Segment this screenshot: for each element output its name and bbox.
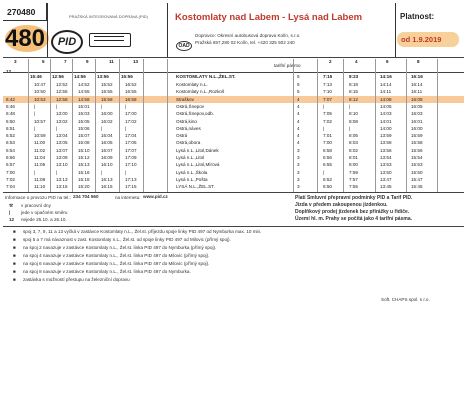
validity-label: Platnost: [400,12,435,21]
column-label: 12 [6,69,12,74]
departure-time: 17:10 [125,162,137,168]
departure-time: 7:02 [6,176,15,182]
departure-time: | [101,169,103,175]
arrival-time: 16:01 [411,118,423,124]
column-number: 6 [386,59,389,64]
legend-symbol: ⚒ [9,202,14,208]
departure-time: 15:06 [78,125,90,131]
arrival-time: | [323,169,325,175]
stop-name: Lysá n.L.,Škola [176,169,208,175]
zone-number: 3 [297,155,300,160]
operator-line-1: Dopravce: Okresní autobusová doprava Kolín, s.r.o. [195,33,301,38]
stop-name: Straškov [176,96,194,102]
arrival-time: 13:56 [380,147,392,153]
departure-time: 16:52 [125,82,137,87]
column-number: 9 [86,59,89,64]
departure-time: 15:07 [78,133,90,139]
departure-time: 11:04 [34,155,46,160]
departure-time: 6:50 [6,118,15,124]
connection-note: na spoj 6 navazuje v zastávce Kostomlaty n.L., Žel.st. linka PID 497 do Milovic (přímý spoj). [23,260,210,266]
departure-time: 15:58 [101,96,113,102]
pid-logo: PID [51,30,83,54]
column-number: 3 [14,59,17,64]
departure-time: 15:12 [78,155,90,160]
zone-number: 4 [297,103,300,109]
column-divider [406,59,407,192]
departure-time: 11:08 [34,176,46,182]
departure-time: 15:03 [78,111,90,117]
column-divider [28,59,29,192]
arrival-time: 14:05 [380,103,392,109]
stop-name: Ostrá,kino [176,118,197,124]
departure-time: 13:04 [56,133,68,139]
system-name: PRAŽSKÁ INTEGROVANÁ DOPRAVA (PID) [69,14,148,19]
departure-time: 13:07 [56,147,68,153]
arrival-time: 16:11 [411,89,423,95]
departure-time: 15:08 [78,140,90,146]
arrival-time: 13:54 [380,155,392,160]
departure-time: 6:57 [6,162,15,168]
arrival-time: 14:03 [380,111,392,117]
departure-time: 15:46 [30,74,42,79]
info-web-label: na internetu: [115,194,141,200]
operator-info [195,32,300,46]
departure-time: 6:46 [6,103,15,109]
departure-time: 6:48 [6,111,15,117]
departure-time: 15:10 [78,147,90,153]
departure-time: 7:04 [6,184,15,190]
departure-time: 12:58 [56,96,68,102]
arrival-time: 14:08 [380,96,392,102]
tariff-zone-label: tarifní pásmo [274,63,301,68]
arrival-time: 13:50 [380,169,392,175]
column-divider [119,59,120,192]
arrival-time: | [323,125,325,131]
stop-name: Lysá n.L.,Litol,Mírová [176,162,220,168]
info-label: Informace o provozu PID na tel.: [5,194,71,200]
arrival-time: 7:10 [323,89,332,95]
timetable-sheet [3,3,464,399]
departure-time: 13:13 [56,176,68,182]
arrival-time: 15:50 [411,169,423,175]
connection-note: zastávka s možností přestupu na železniční dopravu [23,276,130,282]
arrival-time: 15:56 [411,147,423,153]
departure-time: 14:58 [78,96,90,102]
header-vdivider-3 [395,3,396,57]
zone-number: 5 [297,89,300,95]
column-divider [293,59,294,192]
departure-time: 17:00 [125,111,137,117]
stop-name: Ostrá,obora [176,140,201,146]
departure-time: 15:56 [121,74,133,79]
departure-time: 15:05 [78,118,90,124]
departure-time: 16:10 [101,162,113,168]
departure-time: 6:54 [6,147,15,153]
arrival-time: 8:18 [349,82,358,87]
arrival-time: 14:01 [380,118,392,124]
connection-bullet-icon: ■ [13,228,16,234]
arrival-time: 7:05 [323,111,332,117]
bus-icon [89,33,131,47]
departure-time: | [34,169,36,175]
stop-name: KOSTOMLATY N.L.,ŽEL.ST. [176,74,236,79]
column-divider [343,59,344,192]
departure-time: 15:16 [78,169,90,175]
zone-number: 3 [297,184,300,190]
departure-time: 11:05 [34,162,46,168]
legend-symbol: | [9,209,11,215]
legend-symbol: 12 [9,216,15,222]
arrival-time: 8:15 [349,89,358,95]
arrival-time: 7:55 [349,184,358,190]
fare-note: Platí Smluvní přepravní podmínky PID a Tarif PID. [295,194,413,201]
arrival-time: 15:45 [411,184,423,190]
departure-time: | [56,125,58,131]
stop-name: LYSÁ N.L.,ŽEL.ST. [176,184,215,190]
connection-note: na spoj 2 navazuje v zastávce Kostomlaty n.L., Žel.st. linka PID 497 do Nymburka (přímý spoj). [23,244,217,250]
departure-time: 16:00 [101,111,113,117]
arrival-time: 16:03 [411,111,423,117]
stop-name: Ostrá,Šnepov,odb. [176,111,214,117]
header-vdivider-1 [47,3,48,57]
column-divider [143,59,144,192]
departure-time: 6:51 [6,125,15,131]
arrival-time: 6:52 [323,176,332,182]
arrival-time: 13:53 [380,162,392,168]
departure-time: | [125,125,127,131]
arrival-time: 8:05 [349,133,358,139]
stop-name: Ostrá,Šnepov [176,103,205,109]
departure-time: 13:10 [56,162,68,168]
arrival-time: 14:14 [380,82,392,87]
departure-time: 16:07 [101,147,113,153]
departure-time: 11:10 [34,184,46,190]
operator-logo: OAD [176,41,192,51]
departure-time: 13:56 [97,74,109,79]
column-number: 13 [133,59,139,64]
departure-time: 13:05 [56,140,68,146]
stop-name: Lysá n.L.,Litol [176,155,205,160]
arrival-time: 15:53 [411,162,423,168]
departure-time: 16:13 [101,176,113,182]
zone-number: 5 [297,74,300,79]
departure-time: 17:04 [125,133,137,139]
info-phone: 234 704 560 [73,193,99,199]
arrival-time: 16:00 [411,125,423,131]
zone-number: 4 [297,133,300,139]
arrival-time: 8:08 [349,118,358,124]
column-divider [317,59,318,192]
zone-number: 3 [297,162,300,168]
info-web: www.pid.cz [143,193,168,199]
departure-time: 14:52 [78,82,90,87]
departure-time: | [34,125,36,131]
fare-note: Území hl. m. Prahy se počítá jako 4 tarifní pásma. [295,215,412,222]
departure-time: 7:00 [6,169,15,175]
connection-bullet-icon: ■ [13,268,16,274]
arrival-time: 13:47 [380,176,392,182]
arrival-time: 7:07 [323,96,332,102]
departure-time: 16:55 [125,89,137,95]
stop-name: Lysá n.L.,Litol,Dánek [176,147,219,153]
connection-note: na spoj 4 navazuje v zastávce Kostomlaty n.L., Žel.st. linka PID 497 do Milovic (přímý spoj). [23,252,210,258]
departure-time: 16:15 [101,184,113,190]
zone-number: 4 [297,111,300,117]
arrival-time: 6:50 [323,184,332,190]
arrival-time: 8:03 [349,140,358,146]
fare-note: Jízda v předem zakoupenou jízdenkou. [295,201,388,208]
arrival-time: 7:57 [349,176,358,182]
arrival-time: | [349,103,351,109]
departure-time: 6:53 [6,140,15,146]
arrival-time: 15:59 [411,133,423,139]
column-number: 7 [64,59,67,64]
departure-time: 15:01 [78,103,90,109]
column-number: 8 [417,59,420,64]
zone-number: 4 [297,125,300,131]
connection-bullet-icon: ■ [13,260,16,266]
column-divider [375,59,376,192]
departure-time: 16:04 [101,133,113,139]
departure-time: 15:18 [78,176,90,182]
stop-name: Ostrá,náves [176,125,201,131]
column-number: 4 [355,59,358,64]
departure-time: 10:59 [34,133,46,139]
operator-line-2: Pražská 697,280 02 Kolín, tel. +420 325 502 240 [195,40,295,45]
arrival-time: 14:16 [380,74,392,79]
connection-note: spoj 3, 7, 9, 11 a 13 vyčká v zastávce Kostomlaty n.L., Žel.st. příjezdu spoje linky PID 497 od Nymburka max. 10 min. [23,228,262,234]
zone-number: 4 [297,118,300,124]
departure-time: 10:53 [34,96,46,102]
legend-text: nejede 25.10. a 26.10. [21,216,67,222]
route-title: Kostomlaty nad Labem - Lysá nad Labem [175,12,363,23]
departure-time: 11:02 [34,147,46,153]
arrival-time: 7:01 [323,133,332,139]
departure-time: 10:57 [34,118,46,124]
arrival-time: 15:58 [411,140,423,146]
column-number: 2 [329,59,332,64]
departure-time: 14:55 [78,89,90,95]
column-number: 5 [42,59,45,64]
departure-time: 15:13 [78,162,90,168]
departure-time: | [56,103,58,109]
arrival-time: 6:58 [323,147,332,153]
column-number: 11 [109,59,114,64]
arrival-time: 7:00 [323,140,332,146]
arrival-time: | [349,125,351,131]
departure-time: 17:15 [125,184,137,190]
departure-time: 16:58 [125,96,137,102]
fare-note: Doplňkový prodej jízdenek bez přirážky u řidiče. [295,208,410,215]
departure-time: | [34,103,36,109]
arrival-time: | [323,103,325,109]
arrival-time: 7:02 [323,118,332,124]
software-credit: Soft. CHAPS spol. s r.o. [381,296,430,302]
arrival-time: 8:23 [349,74,359,79]
arrival-time: 8:00 [349,162,358,168]
connection-bullet-icon: ■ [13,252,16,258]
arrival-time: 7:59 [349,169,358,175]
departure-time: 13:15 [56,184,68,190]
departure-time: 12:52 [56,82,68,87]
departure-time: 15:20 [78,184,90,190]
departure-time: 17:07 [125,147,137,153]
departure-time: 16:02 [101,118,113,124]
column-divider [72,59,73,192]
arrival-time: 13:58 [380,140,392,146]
arrival-time: 7:15 [323,74,333,79]
arrival-time: 14:00 [380,125,392,131]
departure-time: | [56,169,58,175]
arrival-time: 8:10 [349,111,358,117]
departure-time: 6:56 [6,155,15,160]
departure-time: 17:05 [125,140,137,146]
connection-note: na spoj 8 navazuje v zastávce Kostomlaty n.L., Žel.st. linka PID 497 do Nymburka. [23,268,191,274]
departure-time: 13:00 [56,111,68,117]
arrival-time: 13:45 [380,184,392,190]
line-number: 480 [3,21,47,57]
zone-number: 5 [297,82,300,87]
zone-number: 3 [297,147,300,153]
column-divider [167,59,168,192]
zone-number: 3 [297,169,300,175]
footer-divider [3,226,464,227]
header-divider [3,57,464,58]
arrival-time: 7:13 [323,82,332,87]
departure-time: 15:55 [101,89,113,95]
legend-text: v pracovní dny [21,202,51,208]
arrival-time: 16:14 [411,82,423,87]
legend-text: jede v opačném směru [21,209,68,215]
departure-time: 15:52 [101,82,113,87]
arrival-time: 6:56 [323,155,332,160]
departure-time: 10:47 [34,82,46,87]
arrival-time: 6:55 [323,162,332,168]
arrival-time: 14:11 [380,89,392,95]
arrival-time: 16:08 [411,96,423,102]
arrival-time: 8:02 [349,147,358,153]
arrival-time: 15:47 [411,176,423,182]
departure-time: 13:02 [56,118,68,124]
table-bottom-divider [3,192,464,193]
line-code: 270480 [3,3,47,21]
departure-time: 17:02 [125,118,137,124]
departure-time: 11:00 [34,140,46,146]
zone-number: 4 [297,140,300,146]
departure-time: 6:42 [6,96,15,102]
connection-bullet-icon: ■ [13,276,16,282]
zone-number: 3 [297,176,300,182]
departure-time: 6:52 [6,133,15,139]
departure-time: | [101,125,103,131]
arrival-time: 13:59 [380,133,392,139]
stop-name: Kostomlaty n.L. [176,82,208,87]
departure-time: 12:56 [52,74,64,79]
zone-number: 4 [297,96,300,102]
departure-time: 14:56 [74,74,86,79]
stop-name: Lysá n.L.,Pošta [176,176,208,182]
connection-bullet-icon: ■ [13,236,16,242]
departure-time: | [34,111,36,117]
departure-time: 16:09 [101,155,113,160]
departure-time: 17:09 [125,155,137,160]
stop-name: Kostomlaty n.L.,Rozkoš [176,89,225,95]
departure-time: 16:05 [101,140,113,146]
arrival-time: 8:12 [349,96,358,102]
stop-name: Ostrá [176,133,188,139]
departure-time: 12:55 [56,89,68,95]
column-divider [95,59,96,192]
departure-time: | [125,169,127,175]
departure-time: 13:09 [56,155,68,160]
departure-time: 10:50 [34,89,46,95]
connection-bullet-icon: ■ [13,244,16,250]
connection-note: spoj 5 a 7 má návaznost v zast. Kostomlaty n.L., Žel.st. od spoje linky PID 497 od Milovic (přímý spoj). [23,236,231,242]
departure-time: | [101,103,103,109]
column-divider [50,59,51,192]
departure-time: 17:13 [125,176,137,182]
validity-date: od 1.9.2019 [401,35,442,44]
header-vdivider-2 [167,3,168,57]
arrival-time: 15:54 [411,155,423,160]
arrival-time: 16:16 [411,74,423,79]
column-divider [437,59,438,192]
departure-time: | [125,103,127,109]
arrival-time: 8:01 [349,155,358,160]
arrival-time: 16:05 [411,103,423,109]
